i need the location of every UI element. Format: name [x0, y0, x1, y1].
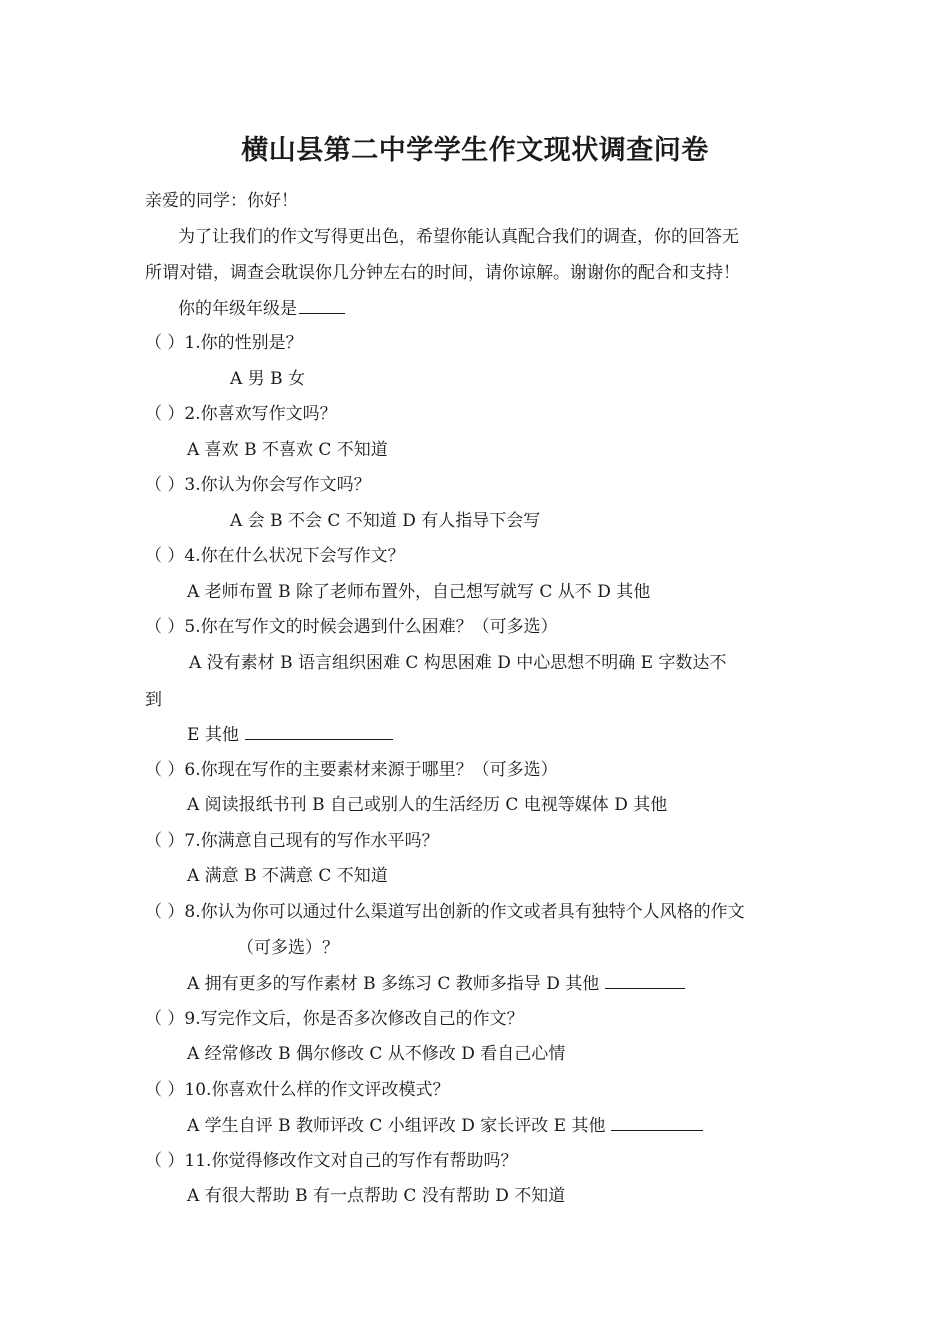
- question-8-other-blank[interactable]: [605, 972, 685, 989]
- question-5-options-wrap: 到: [145, 690, 162, 710]
- question-10-other-blank[interactable]: [611, 1114, 703, 1131]
- grade-question: [178, 297, 345, 320]
- grade-prompt: 你的年级年级是: [178, 299, 297, 319]
- question-9-options: A 经常修改 B 偶尔修改 C 从不修改 D 看自己心情: [187, 1044, 566, 1064]
- question-4-options: A 老师布置 B 除了老师布置外，自己想写就写 C 从不 D 其他: [187, 582, 651, 602]
- question-8-label-wrap: （可多选）？: [237, 938, 339, 958]
- question-7-label: （ ）7.你满意自己现有的写作水平吗？: [145, 831, 439, 851]
- question-1-options: A 男 B 女: [230, 369, 305, 389]
- question-5-other: [187, 723, 393, 746]
- question-10-options: A 学生自评 B 教师评改 C 小组评改 D 家长评改 E 其他: [187, 1116, 606, 1136]
- greeting: 亲爱的同学：你好！: [145, 191, 298, 211]
- question-8-options: A 拥有更多的写作素材 B 多练习 C 教师多指导 D 其他: [187, 974, 600, 994]
- page-title: 横山县第二中学学生作文现状调查问卷: [241, 135, 709, 166]
- question-2-options: A 喜欢 B 不喜欢 C 不知道: [187, 440, 388, 460]
- question-5-label: （ ）5.你在写作文的时候会遇到什么困难？（可多选）: [145, 617, 558, 637]
- grade-blank[interactable]: [299, 297, 345, 314]
- question-9-label: （ ）9.写完作文后，你是否多次修改自己的作文？: [145, 1009, 524, 1029]
- question-8-label: （ ）8.你认为你可以通过什么渠道写出创新的作文或者具有独特个人风格的作文: [145, 902, 745, 922]
- intro-line-1: 为了让我们的作文写得更出色，希望你能认真配合我们的调查，你的回答无: [178, 227, 739, 247]
- question-10-options-line: [187, 1114, 703, 1137]
- question-11-label: （ ）11.你觉得修改作文对自己的写作有帮助吗？: [145, 1151, 518, 1171]
- question-11-options: A 有很大帮助 B 有一点帮助 C 没有帮助 D 不知道: [187, 1186, 566, 1206]
- question-6-options: A 阅读报纸书刊 B 自己或别人的生活经历 C 电视等媒体 D 其他: [187, 795, 668, 815]
- question-6-label: （ ）6.你现在写作的主要素材来源于哪里？（可多选）: [145, 760, 558, 780]
- question-3-options: A 会 B 不会 C 不知道 D 有人指导下会写: [230, 511, 541, 531]
- question-10-label: （ ）10.你喜欢什么样的作文评改模式？: [145, 1080, 450, 1100]
- question-5-other-label: E 其他: [187, 725, 239, 745]
- question-8-options-line: [187, 972, 685, 995]
- question-5-options: A 没有素材 B 语言组织困难 C 构思困难 D 中心思想不明确 E 字数达不: [189, 653, 727, 673]
- question-3-label: （ ）3.你认为你会写作文吗？: [145, 475, 371, 495]
- question-4-label: （ ）4.你在什么状况下会写作文？: [145, 546, 405, 566]
- question-5-other-blank[interactable]: [245, 723, 393, 740]
- intro-line-2: 所谓对错，调查会耽误你几分钟左右的时间，请你谅解。谢谢你的配合和支持！: [145, 263, 740, 283]
- question-1-label: （ ）1.你的性别是？: [145, 333, 303, 353]
- question-2-label: （ ）2.你喜欢写作文吗？: [145, 404, 337, 424]
- question-7-options: A 满意 B 不满意 C 不知道: [187, 866, 388, 886]
